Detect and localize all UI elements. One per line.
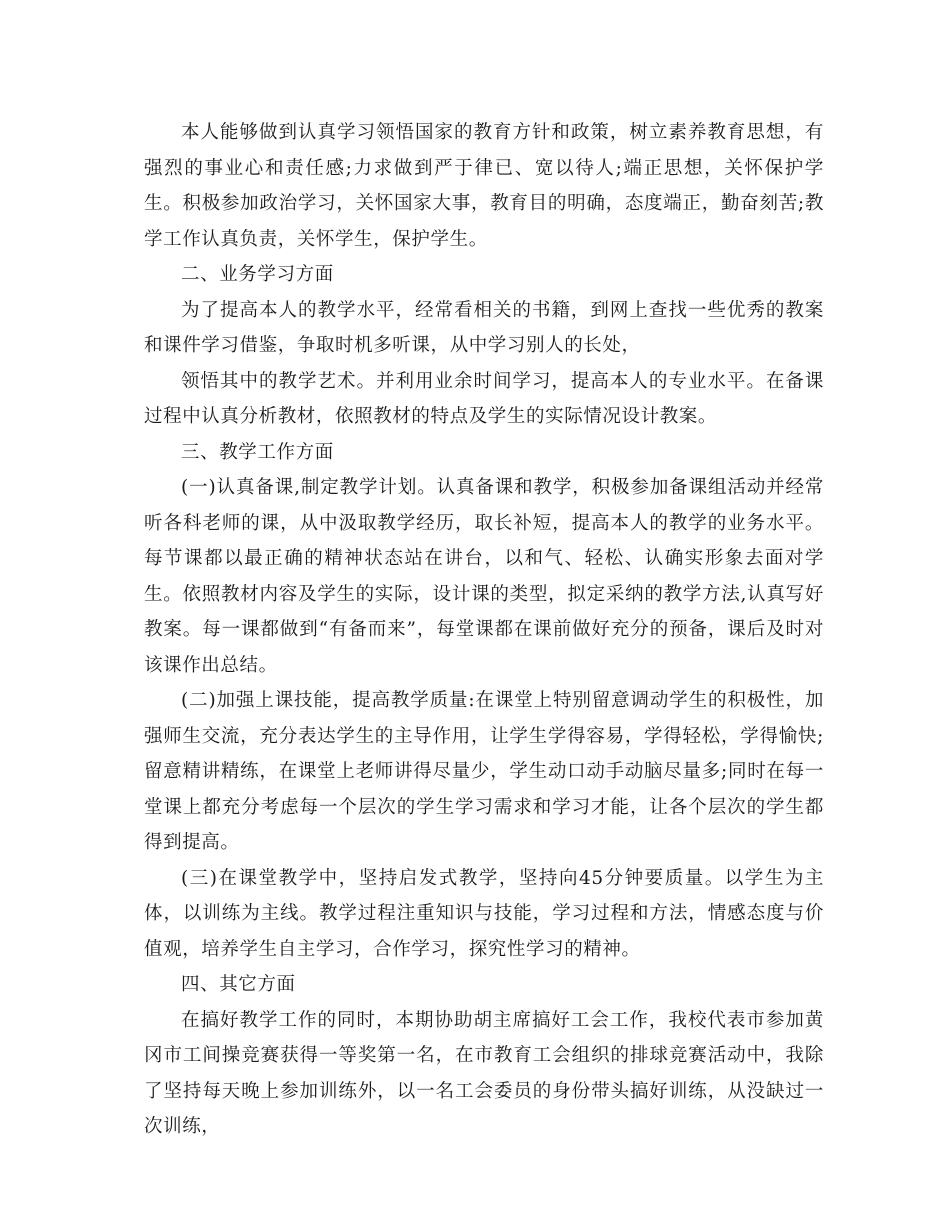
paragraph-teaching-3: (三)在课堂教学中，坚持启发式教学，坚持向45分钟要质量。以学生为主体，以训练为主线。教学过程注重知识与技能，学习过程和方法，情感态度与价值观，培养学生自主学习，合作学习，探究性学习的精神。 [144,867,824,960]
section-heading-other: 四、其它方面 [181,974,296,995]
paragraph-intro: 本人能够做到认真学习领悟国家的教育方针和政策，树立素养教育思想，有强烈的事业心和责任感;力求做到严于律已、宽以待人;端正思想，关怀保护学生。积极参加政治学习，关怀国家大事，教育目的明确，态度端正，勤奋刻苦;教学工作认真负责，关怀学生，保护学生。 [144,122,824,250]
paragraph-teaching-1: (一)认真备课,制定教学计划。认真备课和教学，积极参加备课组活动并经常听各科老师的课，从中汲取教学经历，取长补短，提高本人的教学的业务水平。每节课都以最正确的精神状态站在讲台，以和气、轻松、认确实形象去面对学生。依照教材内容及学生的实际，设计课的类型，拟定采纳的教学方法,认真写好教案。每一课都做到“有备而来”，每堂课都在课前做好充分的预备，课后及时对该课作出总结。 [144,477,824,676]
paragraph-business-study-1: 为了提高本人的教学水平，经常看相关的书籍，到网上查找一些优秀的教案和课件学习借鉴，争取时机多听课，从中学习别人的长处， [144,299,824,356]
section-heading-teaching-work: 三、教学工作方面 [181,441,334,463]
paragraph-teaching-2: (二)加强上课技能，提高教学质量:在课堂上特别留意调动学生的积极性，加强师生交流，充分表达学生的主导作用，让学生学得容易，学得轻松，学得愉快;留意精讲精练，在课堂上老师讲得尽量少，学生动口动手动脑尽量多;同时在每一堂课上都充分考虑每一个层次的学生学习需求和学习才能，让各个层次的学生都得到提高。 [144,690,824,853]
paragraph-business-study-2: 领悟其中的教学艺术。并利用业余时间学习，提高本人的专业水平。在备课过程中认真分析教材，依照教材的特点及学生的实际情况设计教案。 [144,370,824,427]
paragraph-other-1: 在搞好教学工作的同时，本期协助胡主席搞好工会工作，我校代表市参加黄冈市工间操竞赛获得一等奖第一名，在市教育工会组织的排球竞赛活动中，我除了坚持每天晚上参加训练外，以一名工会委员的身份带头搞好训练，从没缺过一次训练， [144,1009,824,1137]
section-heading-business-study: 二、业务学习方面 [181,264,334,285]
document-body [144,115,824,1145]
